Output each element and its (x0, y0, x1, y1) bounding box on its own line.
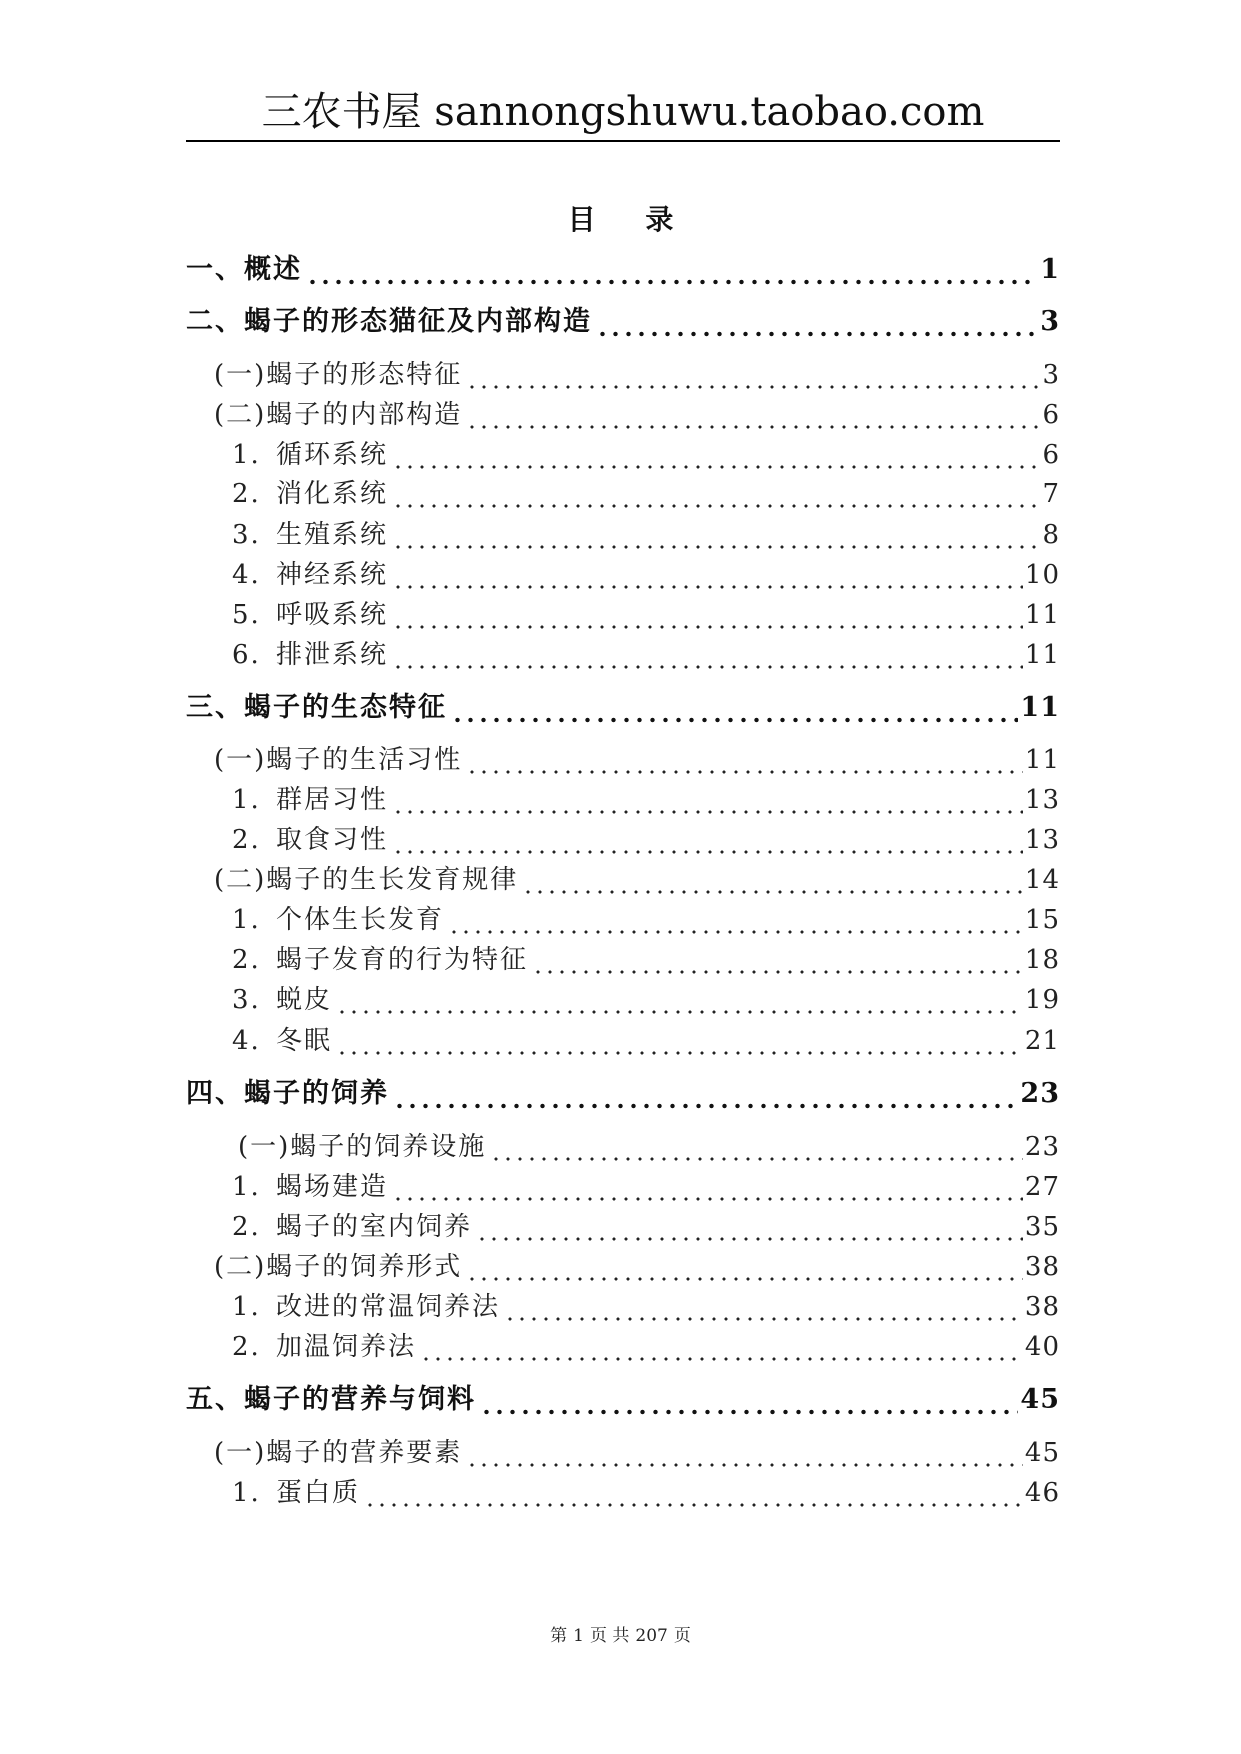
toc-entry-text: 四、蝎子的饲养 (186, 1078, 389, 1109)
toc-dot-leader (392, 1167, 1023, 1207)
toc-entry-text: (二)蝎子的饲养形式 (214, 1252, 463, 1282)
toc-entry-page: 23 (1024, 1132, 1060, 1162)
toc-dot-leader (476, 1207, 1023, 1247)
toc-entry-page: 19 (1024, 985, 1060, 1015)
toc-dot-leader (451, 688, 1018, 728)
page-header: 三农书屋 sannongshuwu.taobao.com (261, 89, 985, 135)
toc-entry-text: 取食习性 (276, 825, 389, 855)
toc-dot-leader (490, 1127, 1023, 1167)
toc-entry-text: (二)蝎子的内部构造 (214, 400, 463, 430)
toc-dot-leader (392, 555, 1023, 595)
toc-entry-text: 三、蝎子的生态特征 (186, 692, 447, 723)
toc-entry-text: 改进的常温饲养法 (276, 1292, 501, 1322)
toc-entry-label (186, 1074, 391, 1114)
toc-dot-leader (448, 900, 1023, 940)
toc-dot-leader (522, 860, 1023, 900)
toc-entry (232, 1021, 1060, 1061)
toc-dot-leader (392, 635, 1023, 675)
toc-entry-label (214, 1433, 464, 1473)
toc-entry-number: 1. (232, 1172, 261, 1202)
toc-entry (232, 1207, 1060, 1247)
footer-current-page: 1 (573, 1626, 584, 1646)
toc-dot-leader (466, 355, 1040, 395)
toc-entry-label (232, 1473, 362, 1513)
toc-entry (238, 1127, 1060, 1167)
toc-entry-page: 3 (1042, 360, 1060, 390)
toc-entry-page: 8 (1042, 520, 1060, 550)
toc-entry-number: 2. (232, 945, 261, 975)
toc-entry-label (214, 355, 464, 395)
toc-entry-label (232, 940, 530, 980)
toc-entry-label (232, 900, 446, 940)
toc-entry-label (232, 1287, 502, 1327)
toc-entry-number: 1. (232, 1478, 261, 1508)
toc-entry-number: 2. (232, 479, 261, 509)
toc-entry-text: 蜕皮 (276, 985, 333, 1015)
toc-entry-label (186, 1380, 478, 1420)
toc-entry-label (232, 515, 390, 555)
toc-entry-text: (一)蝎子的营养要素 (214, 1438, 463, 1468)
toc-entry-text: 个体生长发育 (276, 905, 445, 935)
toc-entry-text: (二)蝎子的生长发育规律 (214, 865, 519, 895)
toc-entry (232, 780, 1060, 820)
toc-entry (232, 635, 1060, 675)
toc-entry-text: 加温饲养法 (276, 1332, 417, 1362)
toc-entry (232, 980, 1060, 1020)
footer-middle: 页 共 (589, 1626, 630, 1646)
toc-entry-page: 38 (1024, 1252, 1060, 1282)
toc-entry-text: 一、概述 (186, 254, 302, 285)
toc-entry-text: (一)蝎子的形态特征 (214, 360, 463, 390)
toc-entry (214, 860, 1060, 900)
toc-entry-number: 5. (232, 600, 261, 630)
toc-dot-leader (393, 1074, 1018, 1114)
toc-entry-page: 35 (1024, 1212, 1060, 1242)
toc-dot-leader (466, 740, 1023, 780)
toc-entry-label (232, 1327, 418, 1367)
toc-entry-text: (一)蝎子的生活习性 (214, 745, 463, 775)
toc-entry-label (186, 250, 304, 290)
toc-dot-leader (532, 940, 1023, 980)
toc-entry-page: 45 (1024, 1438, 1060, 1468)
toc-entry-page: 21 (1024, 1026, 1060, 1056)
toc-dot-leader (336, 980, 1023, 1020)
toc-entry-page: 23 (1020, 1078, 1060, 1109)
toc-entry-number: 2. (232, 1212, 261, 1242)
toc-entry-label (186, 688, 449, 728)
toc-entry-page: 14 (1024, 865, 1060, 895)
toc-dot-leader (480, 1380, 1018, 1420)
toc-dot-leader (392, 515, 1040, 555)
toc-entry-text: 五、蝎子的营养与饲料 (186, 1384, 476, 1415)
toc-entry-number: 3. (232, 985, 261, 1015)
toc-entry (232, 515, 1060, 555)
toc-entry-label (238, 1127, 488, 1167)
toc-entry-label (214, 1247, 464, 1287)
toc-entry (214, 1433, 1060, 1473)
toc-dot-leader (466, 395, 1040, 435)
toc-entry-text: (一)蝎子的饲养设施 (238, 1132, 487, 1162)
toc-entry-number: 4. (232, 560, 261, 590)
toc-entry-text: 群居习性 (276, 785, 389, 815)
toc-entry-label (214, 860, 520, 900)
toc-dot-leader (392, 820, 1023, 860)
toc-entry (214, 395, 1060, 435)
toc-entry (232, 1287, 1060, 1327)
toc-entry-page: 13 (1024, 825, 1060, 855)
toc-entry-page: 10 (1024, 560, 1060, 590)
toc-entry-page: 3 (1040, 306, 1060, 337)
toc-entry-page: 11 (1024, 745, 1060, 775)
toc-entry-text: 蝎场建造 (276, 1172, 389, 1202)
toc-entry-label (186, 302, 594, 342)
toc-entry (232, 555, 1060, 595)
toc-entry-text: 呼吸系统 (276, 600, 389, 630)
toc-dot-leader (596, 302, 1038, 342)
toc-entry (186, 1380, 1060, 1420)
footer-total-pages: 207 (635, 1626, 668, 1646)
toc-entry-page: 11 (1024, 640, 1060, 670)
footer-suffix: 页 (673, 1626, 691, 1646)
toc-entry-label (232, 1167, 390, 1207)
toc-entry-text: 蝎子发育的行为特征 (276, 945, 529, 975)
toc-entry-page: 7 (1042, 479, 1060, 509)
toc-entry-page: 40 (1024, 1332, 1060, 1362)
toc-entry (232, 474, 1060, 514)
toc-entry-page: 27 (1024, 1172, 1060, 1202)
toc-entry (232, 1473, 1060, 1513)
toc-entry-text: 冬眠 (276, 1026, 333, 1056)
toc-entry-label (232, 820, 390, 860)
toc-entry-label (232, 635, 390, 675)
toc-entry-label (232, 1021, 334, 1061)
toc-entry-page: 11 (1020, 692, 1060, 723)
toc-entry-label (232, 555, 390, 595)
toc-entry-number: 4. (232, 1026, 261, 1056)
toc-dot-leader (420, 1327, 1023, 1367)
toc-entry-page: 15 (1024, 905, 1060, 935)
toc-entry-label (232, 435, 390, 475)
toc-entry-number: 1. (232, 785, 261, 815)
toc-entry (186, 1074, 1060, 1114)
toc-entry-label (214, 395, 464, 435)
toc-entry-text: 蝎子的室内饲养 (276, 1212, 473, 1242)
toc-dot-leader (392, 474, 1040, 514)
toc-entry-number: 2. (232, 1332, 261, 1362)
toc-entry (232, 435, 1060, 475)
toc-entry-page: 46 (1024, 1478, 1060, 1508)
toc-entry-label (232, 980, 334, 1020)
toc-entry-text: 循环系统 (276, 440, 389, 470)
toc-entry-number: 1. (232, 1292, 261, 1322)
toc-entry (232, 1167, 1060, 1207)
toc-dot-leader (392, 435, 1040, 475)
toc-entry-label (232, 780, 390, 820)
footer-prefix: 第 (550, 1626, 568, 1646)
toc-entry (232, 900, 1060, 940)
toc-entry (232, 595, 1060, 635)
toc-entry-number: 1. (232, 440, 261, 470)
toc-entry-text: 消化系统 (276, 479, 389, 509)
toc-entry (186, 688, 1060, 728)
toc-entry-text: 生殖系统 (276, 520, 389, 550)
toc-entry-number: 6. (232, 640, 261, 670)
toc-entry-number: 3. (232, 520, 261, 550)
toc-entry-page: 1 (1040, 254, 1060, 285)
toc-entry-page: 45 (1020, 1384, 1060, 1415)
toc-entry-text: 蛋白质 (276, 1478, 361, 1508)
toc-entry-page: 18 (1024, 945, 1060, 975)
toc-entry-page: 6 (1042, 440, 1060, 470)
toc-entry (214, 1247, 1060, 1287)
toc-dot-leader (336, 1021, 1023, 1061)
toc-entry (186, 250, 1060, 290)
toc-entry-label (232, 1207, 474, 1247)
toc-entry-page: 6 (1042, 400, 1060, 430)
page-footer (0, 1624, 1241, 1648)
toc-dot-leader (306, 250, 1038, 290)
toc-dot-leader (392, 595, 1023, 635)
toc-entry (214, 355, 1060, 395)
toc-entry-text: 二、蝎子的形态猫征及内部构造 (186, 306, 592, 337)
toc-dot-leader (466, 1247, 1023, 1287)
toc-entry-label (232, 474, 390, 514)
toc-entry-text: 神经系统 (276, 560, 389, 590)
toc-dot-leader (466, 1433, 1023, 1473)
toc-entry-page: 11 (1024, 600, 1060, 630)
toc-entry-number: 1. (232, 905, 261, 935)
toc-dot-leader (392, 780, 1023, 820)
toc-entry-label (232, 595, 390, 635)
toc-entry (186, 302, 1060, 342)
toc-entry-page: 13 (1024, 785, 1060, 815)
toc-entry-text: 排泄系统 (276, 640, 389, 670)
toc-dot-leader (504, 1287, 1023, 1327)
toc-entry-number: 2. (232, 825, 261, 855)
toc-entry (214, 740, 1060, 780)
toc-entry (232, 820, 1060, 860)
toc-entry (232, 940, 1060, 980)
toc-dot-leader (364, 1473, 1023, 1513)
toc-entry-page: 38 (1024, 1292, 1060, 1322)
toc-entry (232, 1327, 1060, 1367)
toc-entry-label (214, 740, 464, 780)
toc-title: 目 录 (567, 203, 694, 236)
